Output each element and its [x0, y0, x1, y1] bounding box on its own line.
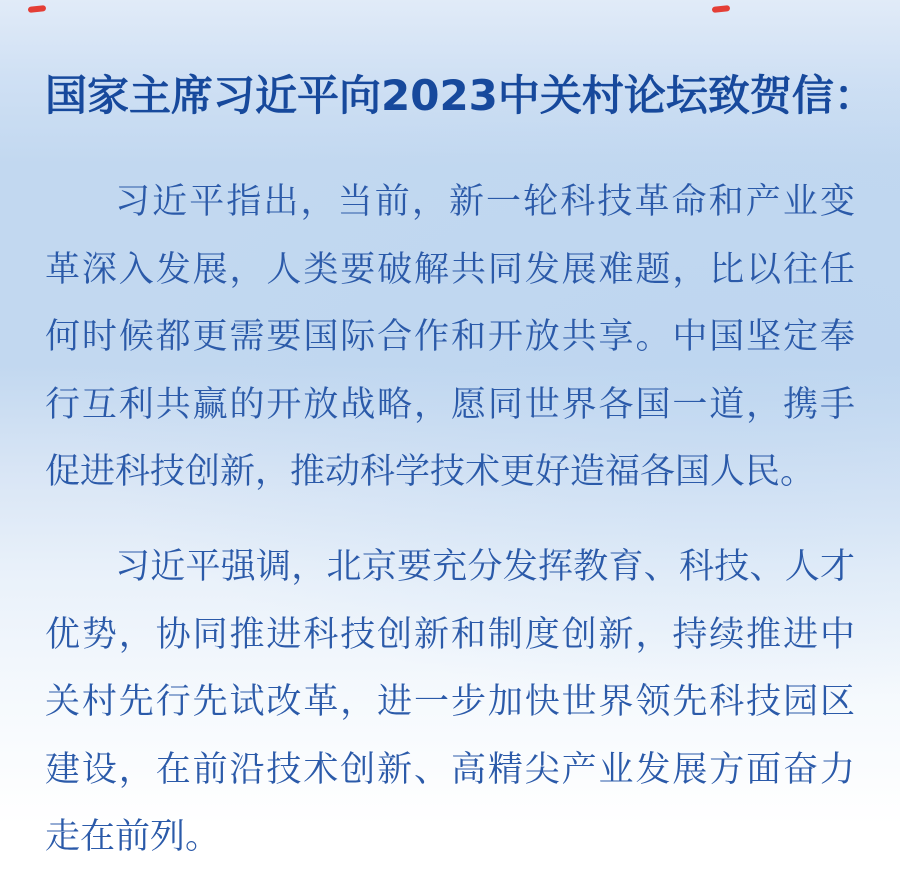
text-line: 习近平指出，当前，新一轮科技革命和产业变	[115, 182, 855, 222]
paragraph-1	[45, 169, 855, 507]
text-line: 革深入发展，人类要破解共同发展难题，比以往任	[45, 249, 855, 290]
text-line: 习近平强调，北京要充分发挥教育、科技、人才	[115, 547, 855, 587]
text-line: 何时候都更需要国际合作和开放共享。中国坚定奉	[45, 317, 855, 357]
text-line: 促进科技创新，推动科学技术更好造福各国人民。	[45, 452, 816, 492]
text-line: 行互利共赢的开放战略，愿同世界各国一道，携手	[45, 384, 855, 425]
paragraph-2	[45, 534, 855, 869]
red-tick-mark-left	[28, 5, 47, 13]
text-line: 走在前列。	[45, 817, 221, 857]
text-line: 建设，在前沿技术创新、高精尖产业发展方面奋力	[45, 749, 855, 790]
text-line: 优势，协同推进科技创新和制度创新，持续推进中	[45, 614, 855, 655]
page-title: 国家主席习近平向2023中关村论坛致贺信：	[45, 71, 876, 120]
text-line: 关村先行先试改革，进一步加快世界领先科技园区	[45, 682, 855, 722]
red-tick-mark-right	[712, 5, 731, 13]
